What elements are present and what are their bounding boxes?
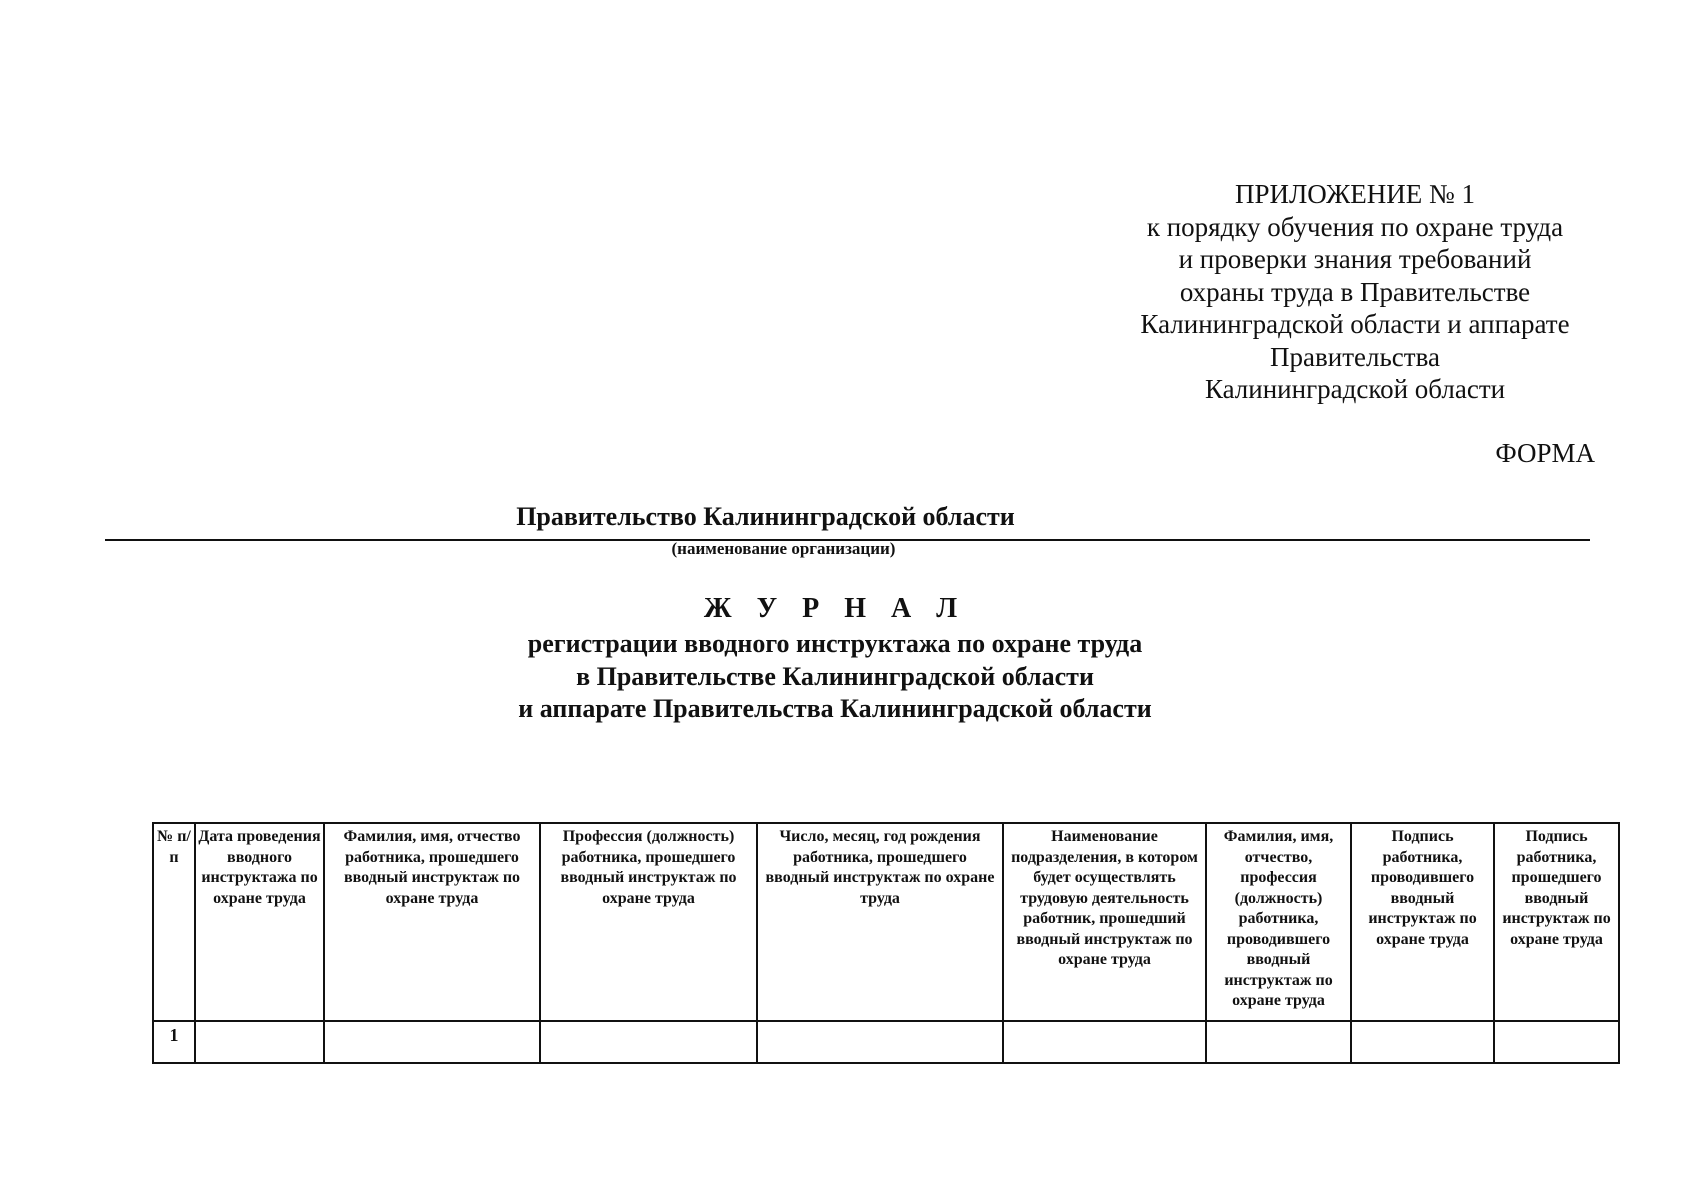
appendix-block (1115, 178, 1595, 406)
table-cell (1003, 1021, 1206, 1063)
appendix-line: Правительства (1270, 341, 1440, 372)
table-cell (757, 1021, 1003, 1063)
table-cell (1494, 1021, 1619, 1063)
header-birth-date: Число, месяц, год рождения работника, прошедшего вводный инструктаж по охране труда (757, 823, 1003, 1021)
journal-heading (105, 590, 1565, 726)
table-cell (1351, 1021, 1494, 1063)
appendix-line: ПРИЛОЖЕНИЕ № 1 (1234, 179, 1476, 209)
organization-name-line (105, 495, 1590, 541)
appendix-line: Калининградской области (1204, 374, 1506, 404)
registration-table (152, 822, 1620, 1064)
table-cell (540, 1021, 757, 1063)
table-cell (324, 1021, 540, 1063)
header-instructor-signature: Подпись работника, проводившего вводный инструктаж по охране труда (1351, 823, 1494, 1021)
table-row (153, 1021, 1619, 1063)
appendix-line: охраны труда в Правительстве (1179, 276, 1531, 307)
table-cell (195, 1021, 324, 1063)
header-department: Наименование подразделения, в котором будет осуществлять трудовую деятельность работник, прошедший вводный инструктаж по охране труда (1003, 823, 1206, 1021)
header-trainee-name: Фамилия, имя, отчество работника, прошедшего вводный инструктаж по охране труда (324, 823, 540, 1021)
organization-name: Правительство Калининградской области (516, 502, 1015, 531)
table-cell (1206, 1021, 1351, 1063)
appendix-line: к порядку обучения по охране труда (1146, 211, 1564, 242)
header-number: № п/п (153, 823, 195, 1021)
table-header-row (153, 823, 1619, 1021)
header-trainee-position: Профессия (должность) работника, прошедшего вводный инструктаж по охране труда (540, 823, 757, 1021)
appendix-line: Калининградской области и аппарате (1140, 309, 1570, 339)
journal-subtitle-line: в Правительстве Калининградской области (576, 661, 1094, 691)
header-date: Дата проведения вводного инструктажа по охране труда (195, 823, 324, 1021)
header-instructor: Фамилия, имя, отчество, профессия (должность) работника, проводившего вводный инструктаж по охране труда (1206, 823, 1351, 1021)
appendix-line: и проверки знания требований (1178, 244, 1532, 274)
journal-subtitle-line: и аппарате Правительства Калининградской области (518, 694, 1152, 723)
organization-caption: (наименование организации) (671, 539, 896, 558)
journal-subtitle-line: регистрации вводного инструктажа по охране труда (527, 629, 1143, 658)
form-label: ФОРМА (1495, 438, 1595, 468)
header-trainee-signature: Подпись работника, прошедшего вводный инструктаж по охране труда (1494, 823, 1619, 1021)
journal-title: Ж У Р Н А Л (703, 593, 967, 624)
table-cell: 1 (153, 1021, 195, 1063)
